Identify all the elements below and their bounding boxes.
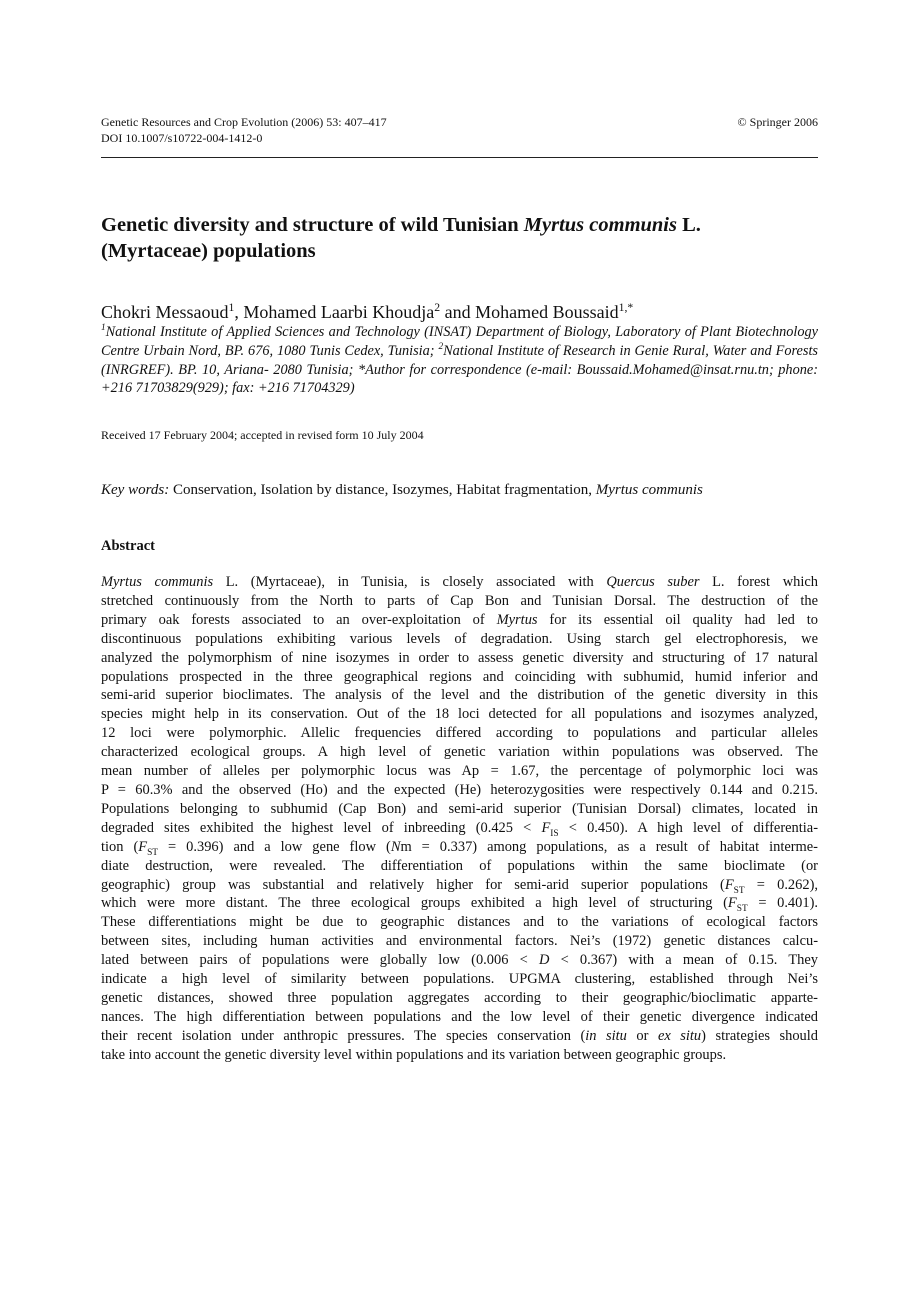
symbol: F xyxy=(541,819,551,836)
abstract-line: stretched continuously from the North to parts of Cap Bon and Tunisian Dorsal. The destruction of the xyxy=(101,592,818,609)
text-run: their recent isolation under anthropic pressures. The species conservation ( xyxy=(101,1027,586,1044)
journal-reference: Genetic Resources and Crop Evolution (2006) 53: 407–417 xyxy=(101,115,387,129)
author-3: and Mohamed Boussaid xyxy=(440,302,619,322)
abstract-line: diate destruction, were revealed. The differentiation of populations within the same bioclimate (or xyxy=(101,857,818,874)
text-run: tion ( xyxy=(101,838,139,855)
keywords-species: Myrtus communis xyxy=(595,482,703,498)
text-run: geographic) group was substantial and relatively higher for semi-arid superior populations ( xyxy=(101,876,725,893)
text-run: lated between pairs of populations were globally low (0.006 < xyxy=(101,952,539,969)
keywords xyxy=(101,480,818,500)
text-run: for its essential oil quality had led to xyxy=(537,611,818,628)
text-run: L. forest which xyxy=(699,574,818,590)
abstract-line: These differentiations might be due to geographic distances and to the variations of ecological factors xyxy=(101,914,818,931)
abstract-line: characterized ecological groups. A high level of genetic variation within populations was observed. The xyxy=(101,744,818,761)
abstract-line: semi-arid superior bioclimates. The analysis of the level and the distribution of the genetic diversity in this xyxy=(101,687,818,704)
title-text-end: L. xyxy=(677,214,701,236)
subscript: IS xyxy=(550,828,559,839)
abstract-line: Populations belonging to subhumid (Cap Bon) and semi-arid superior (Tunisian Dorsal) climates, located in xyxy=(101,800,818,817)
journal-citation xyxy=(101,114,387,146)
text-run: L. (Myrtaceae), in Tunisia, is closely associated with xyxy=(213,574,607,590)
abstract-line xyxy=(101,838,818,857)
affiliations xyxy=(101,323,818,398)
author-1: Chokri Messaoud xyxy=(101,302,229,322)
affil-2-text: National Institute of Research in Genie Rural, Water and Forests (INRGREF). BP. 10, Ariana- 2080 Tunisia; *Author for correspondence (e-mail: Boussaid.Mohamed@insat.rnu.tn; phone: +216 71703829(929); fax: +216 71704329) xyxy=(101,342,818,397)
author-2: , Mohamed Laarbi Khoudja xyxy=(234,302,435,322)
text-run: = 0.401). xyxy=(747,895,819,912)
copyright-notice: © Springer 2006 xyxy=(737,115,818,129)
abstract-line xyxy=(101,894,818,913)
text-run: ) strategies should xyxy=(701,1027,819,1044)
title-line-2: (Myrtaceae) populations xyxy=(101,240,316,262)
abstract-line xyxy=(101,1027,818,1046)
text-run: < 0.450). A high level of differentia- xyxy=(558,819,818,836)
doi-line: DOI 10.1007/s10722-004-1412-0 xyxy=(101,131,263,145)
genus-name: Myrtus xyxy=(496,611,538,628)
abstract-line xyxy=(101,611,818,630)
subscript: ST xyxy=(736,904,748,915)
abstract-line xyxy=(101,951,818,970)
text-run: m = 0.337) among populations, as a result of habitat interme- xyxy=(400,838,818,855)
author-1-affil: 1 xyxy=(228,301,235,314)
text-run: which were more distant. The three ecological groups exhibited a high level of structuring ( xyxy=(101,895,728,912)
abstract-line: species might help in its conservation. Out of the 18 loci detected for all populations and isozymes analyzed, xyxy=(101,706,818,723)
symbol: D xyxy=(538,952,550,969)
abstract-line: discontinuous populations exhibiting various levels of degradation. Using starch gel electrophoresis, we xyxy=(101,630,818,647)
abstract-line: take into account the genetic diversity level within populations and its variation between geographic groups. xyxy=(101,1046,727,1063)
abstract-line xyxy=(101,573,818,592)
affil-2-marker: 2 xyxy=(438,342,444,353)
text-run: = 0.262), xyxy=(744,876,818,893)
author-list xyxy=(101,300,818,324)
symbol: F xyxy=(138,838,148,855)
affil-1-marker: 1 xyxy=(101,323,106,334)
symbol: F xyxy=(727,895,737,912)
symbol: F xyxy=(724,876,734,893)
abstract-body xyxy=(101,573,818,1065)
text-run: < 0.367) with a mean of 0.15. They xyxy=(549,952,818,969)
subscript: ST xyxy=(733,885,745,896)
symbol: N xyxy=(390,838,401,855)
text-run: degraded sites exhibited the highest level of inbreeding (0.425 < xyxy=(101,819,542,836)
abstract-line xyxy=(101,819,818,838)
subscript: ST xyxy=(147,847,159,858)
received-dates: Received 17 February 2004; accepted in revised form 10 July 2004 xyxy=(101,428,424,442)
title-species: Myrtus communis xyxy=(523,214,677,236)
abstract-line: nances. The high differentiation between populations and the low level of their genetic divergence indicated xyxy=(101,1008,818,1025)
article-title xyxy=(101,212,818,264)
abstract-heading: Abstract xyxy=(101,538,155,554)
text-run: or xyxy=(626,1027,658,1044)
abstract-line: mean number of alleles per polymorphic locus was Ap = 1.67, the percentage of polymorphic loci was xyxy=(101,763,818,780)
keywords-list: Conservation, Isolation by distance, Isozymes, Habitat fragmentation, xyxy=(169,482,596,498)
abstract-line: between sites, including human activities and environmental factors. Nei’s (1972) genetic distances calcu- xyxy=(101,933,818,950)
title-text: Genetic diversity and structure of wild Tunisian xyxy=(101,214,524,236)
text-run: primary oak forests associated to an over-exploitation of xyxy=(101,611,497,628)
abstract-line xyxy=(101,876,818,895)
author-2-affil: 2 xyxy=(434,301,441,314)
text-run: = 0.396) and a low gene flow ( xyxy=(158,838,391,855)
species-name: Myrtus communis xyxy=(101,574,214,590)
abstract-line: analyzed the polymorphism of nine isozymes in order to assess genetic diversity and structuring of 17 natural xyxy=(101,649,818,666)
affil-1-text: National Institute of Applied Sciences and Technology (INSAT) Department of Biology, Laboratory of Plant Biotechnology Centre Urbain Nord, BP. 676, 1080 Tunis Cedex, Tunisia; xyxy=(101,324,818,359)
abstract-line: 12 loci were polymorphic. Allelic frequencies differed according to populations and particular alleles xyxy=(101,725,818,742)
header-rule xyxy=(101,157,818,158)
latin-term: ex situ xyxy=(657,1027,702,1044)
keywords-label: Key words: xyxy=(101,482,170,498)
author-3-affil: 1,* xyxy=(618,301,634,314)
abstract-line: populations prospected in the three geographical regions and coinciding with subhumid, humid inferior and xyxy=(101,668,818,685)
abstract-line: P = 60.3% and the observed (Ho) and the expected (He) heterozygosities were respectively 0.144 and 0.215. xyxy=(101,781,818,798)
species-name: Quercus suber xyxy=(606,574,700,590)
latin-term: in situ xyxy=(585,1027,627,1044)
abstract-line: indicate a high level of similarity between populations. UPGMA clustering, established through Nei’s xyxy=(101,971,818,988)
abstract-line: genetic distances, showed three population aggregates according to their geographic/bioclimatic apparte- xyxy=(101,989,818,1006)
